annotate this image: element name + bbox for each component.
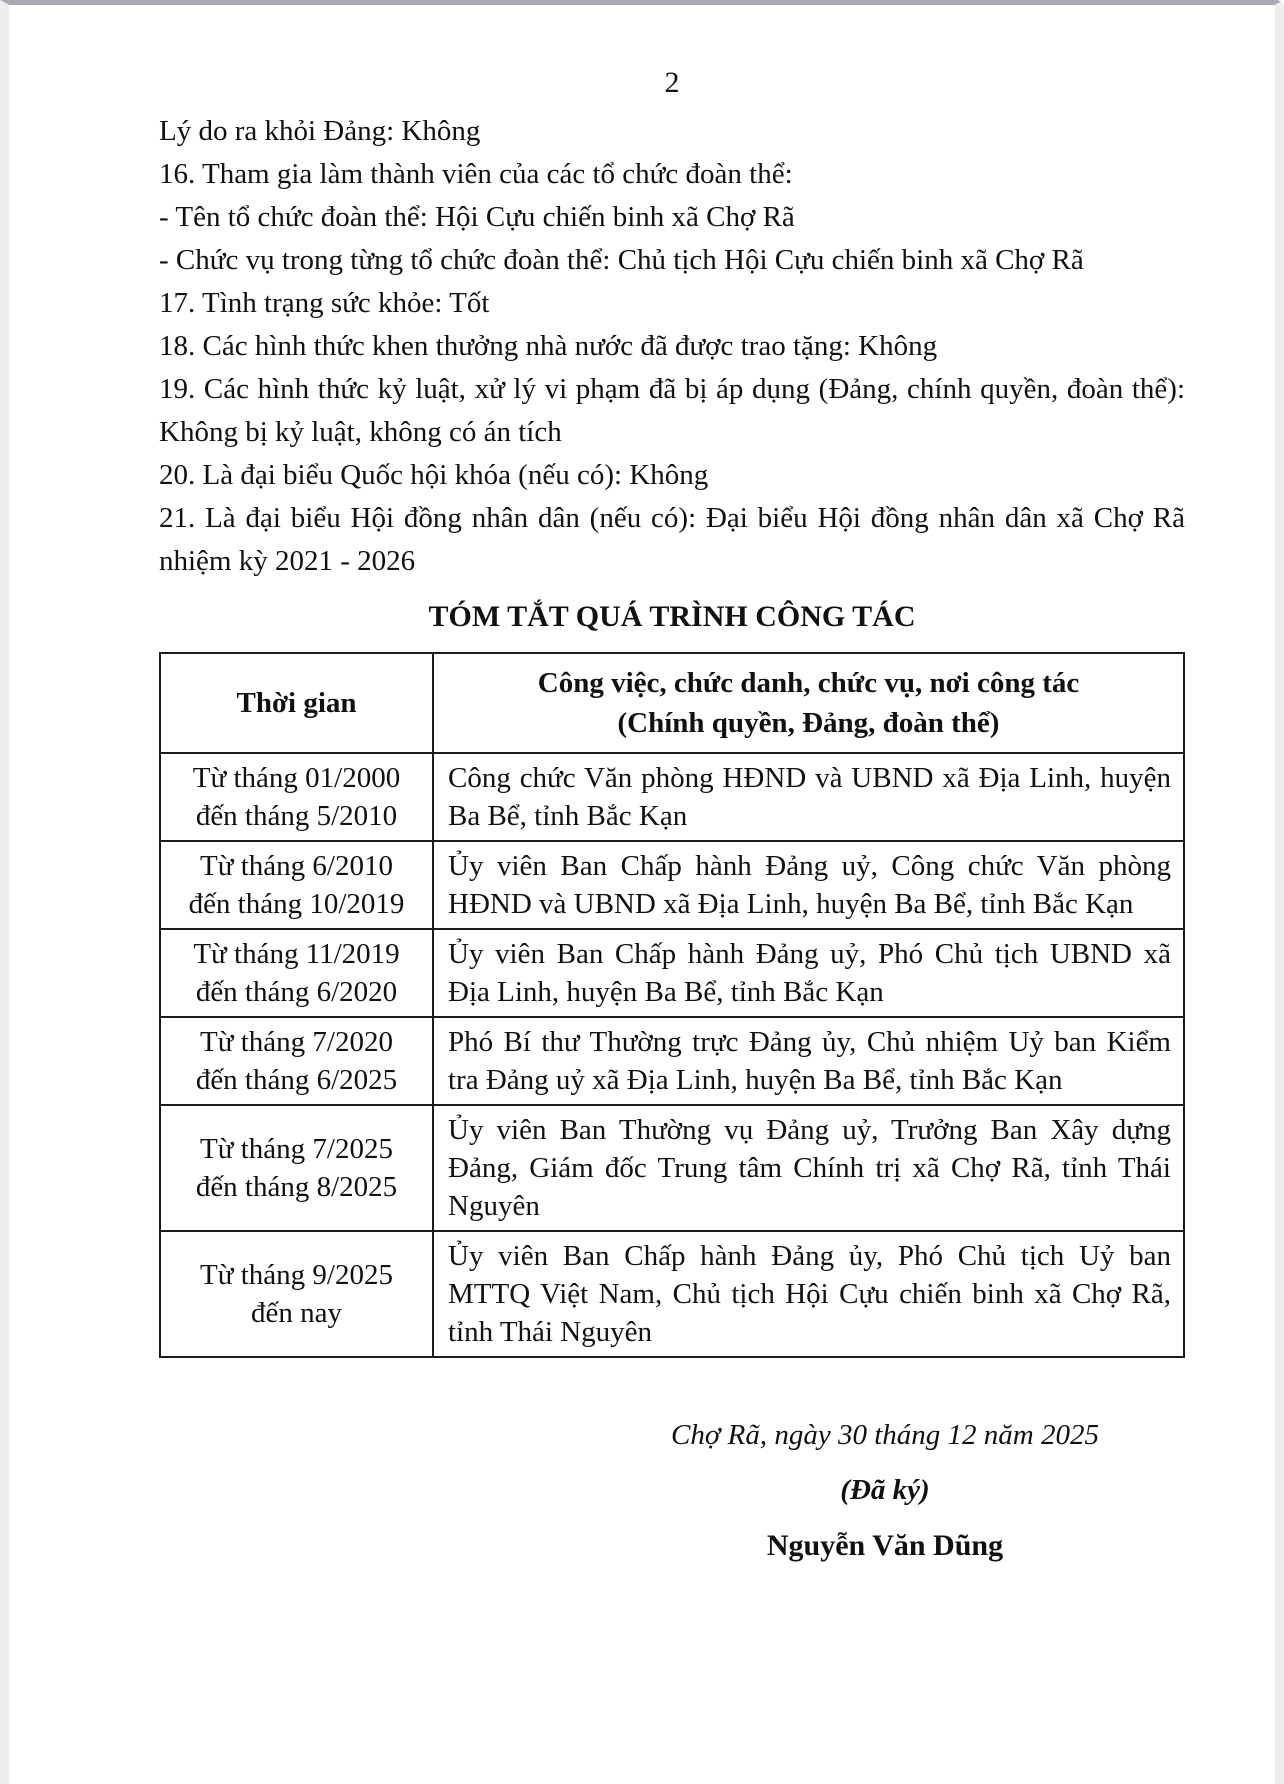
time-cell — [160, 753, 433, 841]
table-row — [160, 1105, 1184, 1231]
header-job — [433, 653, 1184, 753]
signature-place-date: Chợ Rã, ngày 30 tháng 12 năm 2025 — [671, 1419, 1099, 1451]
work-history-title: TÓM TẮT QUÁ TRÌNH CÔNG TÁC — [428, 600, 916, 633]
item-21-peoples-council: 21. Là đại biểu Hội đồng nhân dân (nếu có): Đại biểu Hội đồng nhân dân xã Chợ Rã nhiệm kỳ 2021 - 2026 — [159, 502, 1185, 577]
time-cell — [160, 929, 433, 1017]
job-cell: Phó Bí thư Thường trực Đảng ủy, Chủ nhiệm Uỷ ban Kiểm tra Đảng uỷ xã Địa Linh, huyện Ba Bể, tỉnh Bắc Kạn — [433, 1017, 1184, 1105]
time-cell — [160, 1017, 433, 1105]
table-row — [160, 1231, 1184, 1357]
page-number: 2 — [664, 66, 680, 99]
item-17-health-status: 17. Tình trạng sức khỏe: Tốt — [159, 287, 490, 319]
time-cell — [160, 1231, 433, 1357]
table-row — [160, 753, 1184, 841]
table-row — [160, 1017, 1184, 1105]
page-content — [9, 5, 1275, 1567]
job-cell: Ủy viên Ban Chấp hành Đảng ủy, Phó Chủ tịch Uỷ ban MTTQ Việt Nam, Chủ tịch Hội Cựu chiến binh xã Chợ Rã, tỉnh Thái Nguyên — [433, 1231, 1184, 1357]
time-from: Từ tháng 9/2025 — [200, 1259, 393, 1291]
job-cell: Công chức Văn phòng HĐND và UBND xã Địa Linh, huyện Ba Bể, tỉnh Bắc Kạn — [433, 753, 1184, 841]
time-from: Từ tháng 01/2000 — [192, 762, 401, 794]
table-row — [160, 841, 1184, 929]
time-from: Từ tháng 6/2010 — [200, 850, 393, 882]
job-cell: Ủy viên Ban Thường vụ Đảng uỷ, Trưởng Ban Xây dựng Đảng, Giám đốc Trung tâm Chính trị xã Chợ Rã, tỉnh Thái Nguyên — [433, 1105, 1184, 1231]
signature-block — [585, 1414, 1185, 1567]
job-cell: Ủy viên Ban Chấp hành Đảng uỷ, Công chức Văn phòng HĐND và UBND xã Địa Linh, huyện Ba Bể, tỉnh Bắc Kạn — [433, 841, 1184, 929]
item-18-awards: 18. Các hình thức khen thưởng nhà nước đã được trao tặng: Không — [159, 330, 938, 362]
time-to: đến tháng 8/2025 — [195, 1171, 398, 1203]
item-19-discipline: 19. Các hình thức kỷ luật, xử lý vi phạm đã bị áp dụng (Đảng, chính quyền, đoàn thể): Không bị kỷ luật, không có án tích — [159, 373, 1185, 448]
header-time: Thời gian — [160, 653, 433, 753]
header-job-line1: Công việc, chức danh, chức vụ, nơi công tác — [537, 667, 1080, 699]
table-row — [160, 929, 1184, 1017]
job-cell: Ủy viên Ban Chấp hành Đảng uỷ, Phó Chủ tịch UBND xã Địa Linh, huyện Ba Bể, tỉnh Bắc Kạn — [433, 929, 1184, 1017]
table-header-row — [160, 653, 1184, 753]
signed-note: (Đã ký) — [840, 1474, 930, 1506]
time-from: Từ tháng 11/2019 — [193, 938, 400, 970]
time-from: Từ tháng 7/2020 — [200, 1026, 393, 1058]
time-cell — [160, 841, 433, 929]
time-to: đến tháng 10/2019 — [188, 888, 405, 920]
item-reason-left-party: Lý do ra khỏi Đảng: Không — [159, 115, 481, 147]
item-16-member-organizations: 16. Tham gia làm thành viên của các tổ chức đoàn thể: — [159, 158, 793, 190]
time-to: đến tháng 5/2010 — [195, 800, 398, 832]
time-to: đến tháng 6/2020 — [195, 976, 398, 1008]
time-cell — [160, 1105, 433, 1231]
time-to: đến nay — [251, 1297, 342, 1329]
header-job-line2: (Chính quyền, Đảng, đoàn thể) — [617, 707, 1000, 739]
item-16-org-position: - Chức vụ trong từng tổ chức đoàn thể: Chủ tịch Hội Cựu chiến binh xã Chợ Rã — [159, 244, 1084, 276]
item-20-national-assembly: 20. Là đại biểu Quốc hội khóa (nếu có): Không — [159, 459, 709, 491]
item-16-org-name: - Tên tổ chức đoàn thể: Hội Cựu chiến binh xã Chợ Rã — [159, 201, 795, 233]
work-history-table — [159, 652, 1185, 1358]
time-to: đến tháng 6/2025 — [195, 1064, 398, 1096]
signer-name: Nguyễn Văn Dũng — [766, 1529, 1004, 1562]
time-from: Từ tháng 7/2025 — [200, 1133, 393, 1165]
